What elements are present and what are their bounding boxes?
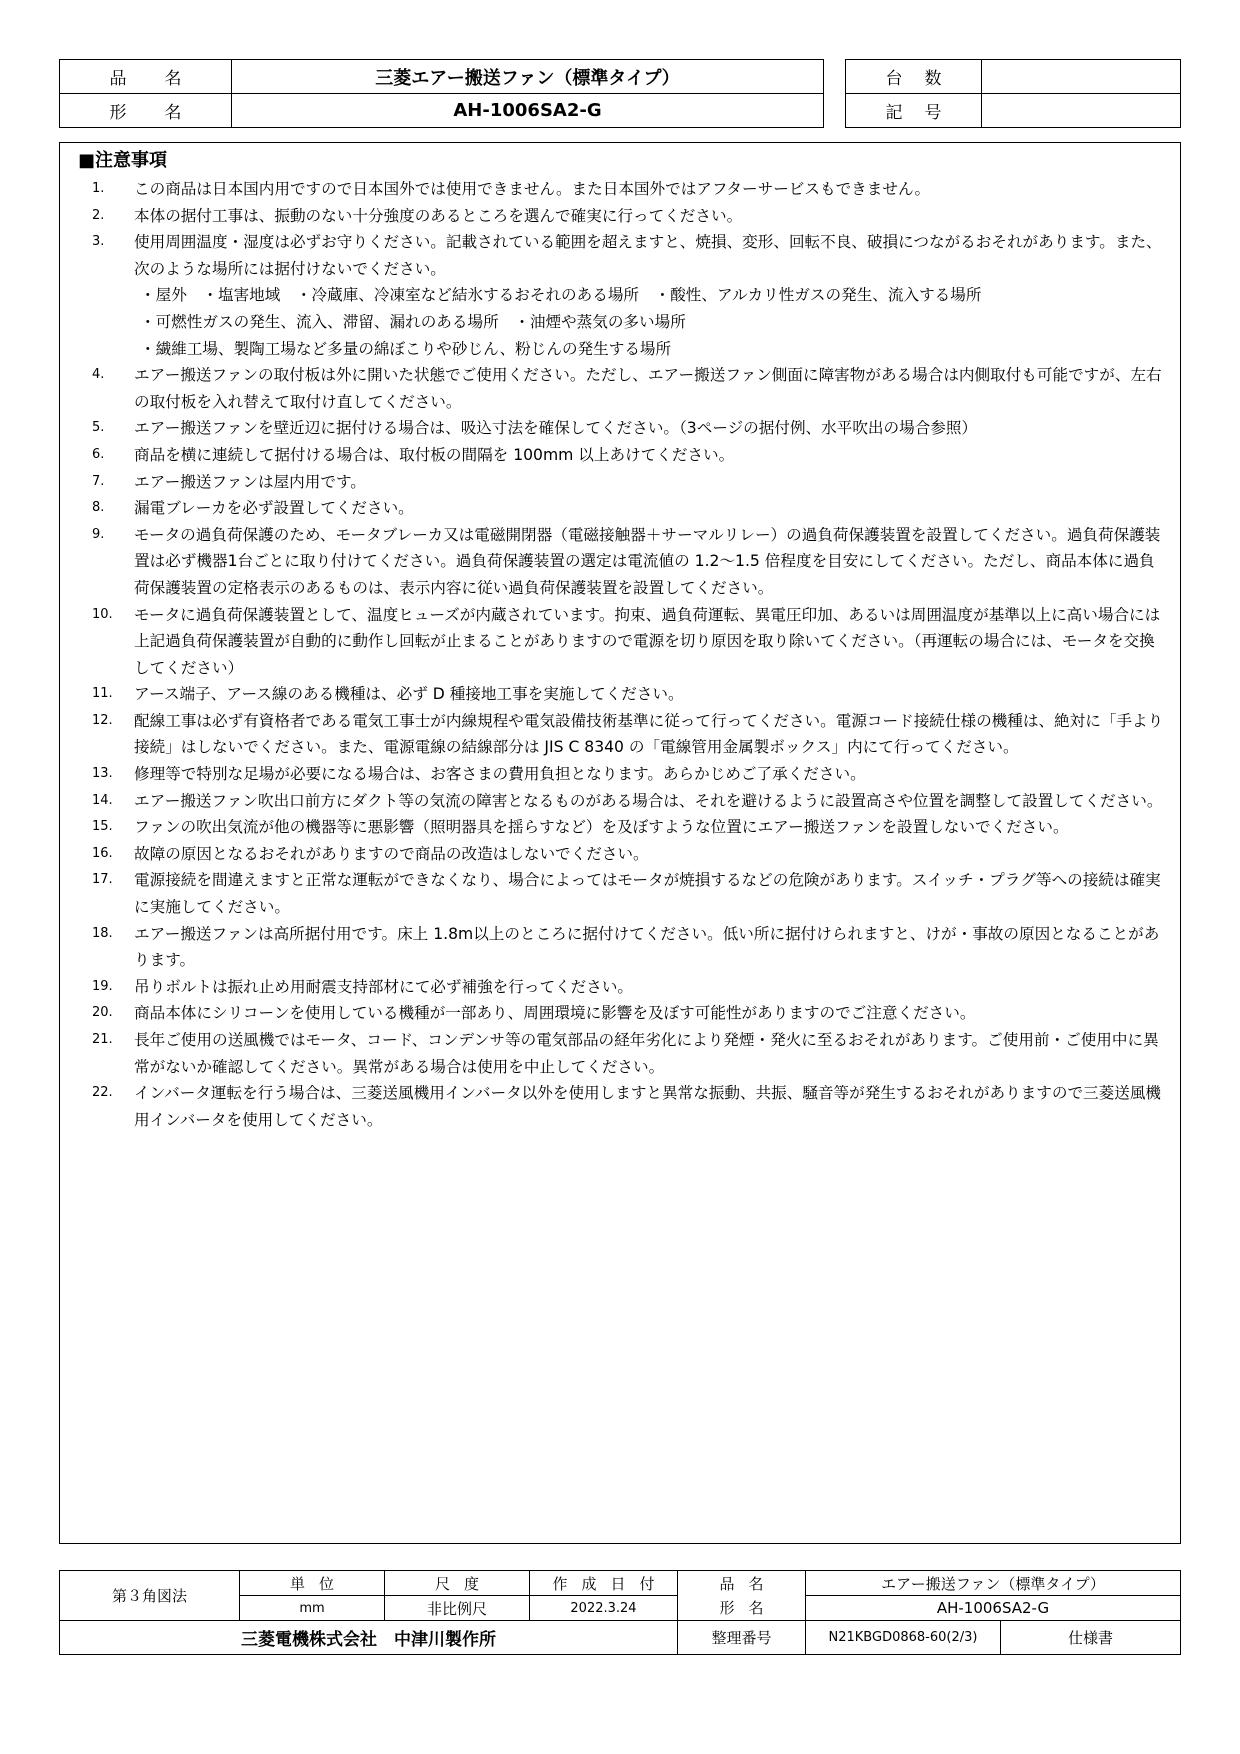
note-number: 22. [92, 1085, 113, 1101]
reference-number-label: 整理番号 [678, 1621, 806, 1655]
note-item [70, 602, 1170, 682]
note-item [70, 1027, 1170, 1080]
projection-method: 第３角図法 [60, 1571, 240, 1621]
note-item [70, 203, 1170, 230]
reference-number-value: N21KBGD0868-60(2/3) [806, 1621, 1001, 1655]
company-name: 三菱電機株式会社 中津川製作所 [60, 1621, 678, 1655]
note-text: エアー搬送ファン吹出口前方にダクト等の気流の障害となるものがある場合は、それを避けるように設置高さや位置を調整して設置してください。 [134, 791, 1163, 810]
note-item [70, 814, 1170, 841]
note-number: 10. [92, 606, 113, 622]
note-number: 11. [92, 686, 113, 702]
note-number: 18. [92, 925, 113, 941]
symbol-label: 記号 [846, 94, 982, 128]
note-sublist-line: ・屋外 ・塩害地域 ・冷蔵庫、冷凍室など結氷するおそれのある場所 ・酸性、アルカリ性ガスの発生、流入する場所 [140, 286, 982, 305]
note-text: 電源接続を間違えますと正常な運転ができなくなり、場合によってはモータが焼損するなどの危険があります。スイッチ・プラグ等への接続は確実に実施してください。 [134, 871, 1161, 917]
note-number: 2. [92, 207, 105, 223]
footer-product-name-value: エアー搬送ファン（標準タイプ） [806, 1571, 1181, 1596]
quantity-header-table [845, 59, 1181, 128]
note-number: 4. [92, 367, 105, 383]
note-number: 16. [92, 845, 113, 861]
note-number: 3. [92, 234, 105, 250]
note-text: アース端子、アース線のある機種は、必ず D 種接地工事を実施してください。 [134, 685, 684, 704]
note-number: 19. [92, 978, 113, 994]
note-item [70, 229, 1170, 362]
scale-label: 尺度 [385, 1571, 530, 1596]
note-text: エアー搬送ファンの取付板は外に開いた状態でご使用ください。ただし、エアー搬送ファン側面に障害物がある場合は内側取付も可能ですが、左右の取付板を入れ替えて取付け直してください。 [134, 366, 1162, 411]
model-value: AH-1006SA2-G [232, 94, 824, 128]
footer-product-name-label: 品名 [678, 1571, 806, 1596]
note-item [70, 1080, 1170, 1133]
note-text: 吊りボルトは振れ止め用耐震支持部材にて必ず補強を行ってください。 [134, 977, 634, 996]
note-text: ファンの吹出気流が他の機器等に悪影響（照明器具を揺らすなど）を及ぼすような位置にエアー搬送ファンを設置しないでください。 [134, 818, 1069, 837]
note-text: エアー搬送ファンを壁近辺に据付ける場合は、吸込寸法を確保してください。（3ページの据付例、水平吹出の場合参照） [134, 419, 978, 438]
quantity-value [982, 60, 1181, 94]
note-text: 長年ご使用の送風機ではモータ、コード、コンデンサ等の電気部品の経年劣化により発煙・発火に至るおそれがあります。ご使用前・ご使用中に異常がないか確認してください。異常がある場合は使用を中止してください。 [134, 1031, 1159, 1076]
note-number: 21. [92, 1032, 113, 1047]
notes-section [59, 142, 1181, 1544]
note-text: 配線工事は必ず有資格者である電気工事士が内線規程や電気設備技術基準に従って行ってください。電源コード接続仕様の機種は、絶対に「手より接続」はしないでください。また、電源電線の結線部分は JIS C 8340 の「電線管用金属製ボックス」内にて行ってください。 [134, 711, 1164, 757]
title-block-table [59, 1570, 1181, 1655]
note-text: 漏電ブレーカを必ず設置してください。 [134, 499, 414, 518]
note-number: 9. [92, 526, 105, 542]
footer-model-value: AH-1006SA2-G [806, 1596, 1181, 1621]
note-number: 20. [92, 1005, 113, 1021]
note-text: 商品本体にシリコーンを使用している機種が一部あり、周囲環境に影響を及ぼす可能性がありますのでご注意ください。 [134, 1004, 976, 1023]
product-name-label: 品名 [60, 60, 232, 94]
note-text: モータに過負荷保護装置として、温度ヒューズが内蔵されています。拘束、過負荷運転、異電圧印加、あるいは周囲温度が基準以上に高い場合には上記過負荷保護装置が自動的に動作し回転が止まることがありますので電源を切り原因を取り除いてください。（再運転の場合には、モータを交換してください） [134, 605, 1161, 677]
note-item [70, 442, 1170, 469]
note-number: 17. [92, 872, 113, 888]
symbol-value [982, 94, 1181, 128]
note-text: エアー搬送ファンは屋内用です。 [134, 472, 366, 491]
note-text: 修理等で特別な足場が必要になる場合は、お客さまの費用負担となります。あらかじめご了承ください。 [134, 765, 866, 784]
note-item [70, 469, 1170, 496]
note-number: 15. [92, 819, 113, 835]
notes-list [70, 176, 1170, 1133]
note-text: 商品を横に連続して据付ける場合は、取付板の間隔を 100mm 以上あけてください。 [134, 445, 735, 464]
note-text: 本体の据付工事は、振動のない十分強度のあるところを選んで確実に行ってください。 [134, 206, 743, 225]
note-text: 使用周囲温度・湿度は必ずお守りください。記載されている範囲を超えますと、焼損、変形、回転不良、破損につながるおそれがあります。また、次のような場所には据付けないでください。 [134, 233, 1162, 278]
note-text: 故障の原因となるおそれがありますので商品の改造はしないでください。 [134, 844, 649, 863]
product-header-table [59, 59, 824, 128]
product-name-value: 三菱エアー搬送ファン（標準タイプ） [232, 60, 824, 94]
note-text: エアー搬送ファンは高所据付用です。床上 1.8m以上のところに据付けてください。低い所に据付けられますと、けが・事故の原因となることがあります。 [134, 924, 1160, 970]
date-label: 作成日付 [530, 1571, 678, 1596]
note-text: モータの過負荷保護のため、モータブレーカ又は電磁開閉器（電磁接触器＋サーマルリレー）の過負荷保護装置を設置してください。過負荷保護装置は必ず機器1台ごとに取り付けてください。過負荷保護装置の選定は電流値の 1.2～1.5 倍程度を目安にしてください。ただし、商品本体に過負荷保護装置の定格表示のあるものは、表示内容に従い過負荷保護装置を設置してください。 [134, 525, 1161, 597]
note-number: 7. [92, 473, 105, 489]
note-sublist-line: ・可燃性ガスの発生、流入、滞留、漏れのある場所 ・油煙や蒸気の多い場所 [140, 312, 686, 331]
note-item [70, 415, 1170, 442]
date-value: 2022.3.24 [530, 1596, 678, 1621]
quantity-label: 台数 [846, 60, 982, 94]
note-item [70, 362, 1170, 415]
note-item [70, 788, 1170, 815]
note-item [70, 921, 1170, 974]
note-item [70, 681, 1170, 708]
note-number: 13. [92, 766, 113, 782]
note-number: 5. [92, 420, 105, 436]
note-item [70, 1000, 1170, 1027]
note-item [70, 708, 1170, 761]
document-type: 仕様書 [1001, 1621, 1181, 1655]
unit-value: mm [240, 1596, 385, 1621]
unit-label: 単位 [240, 1571, 385, 1596]
note-item [70, 841, 1170, 868]
notes-title: ■注意事項 [78, 150, 168, 171]
note-text: この商品は日本国内用ですので日本国外では使用できません。また日本国外ではアフターサービスもできません。 [134, 180, 931, 198]
note-number: 14. [92, 792, 113, 808]
note-sublist-line: ・繊維工場、製陶工場など多量の綿ぼこりや砂じん、粉じんの発生する場所 [140, 339, 672, 358]
note-number: 8. [92, 500, 105, 516]
note-item [70, 761, 1170, 788]
note-text: インバータ運転を行う場合は、三菱送風機用インバータ以外を使用しますと異常な振動、共振、騒音等が発生するおそれがありますので三菱送風機用インバータを使用してください。 [134, 1084, 1162, 1129]
scale-value: 非比例尺 [385, 1596, 530, 1621]
note-item [70, 495, 1170, 522]
note-item [70, 974, 1170, 1001]
note-number: 6. [92, 446, 105, 462]
note-item [70, 176, 1170, 203]
note-number: 12. [92, 712, 113, 728]
note-item [70, 522, 1170, 602]
model-label: 形名 [60, 94, 232, 128]
note-number: 1. [92, 181, 105, 196]
note-item [70, 867, 1170, 920]
footer-model-label: 形名 [678, 1596, 806, 1621]
